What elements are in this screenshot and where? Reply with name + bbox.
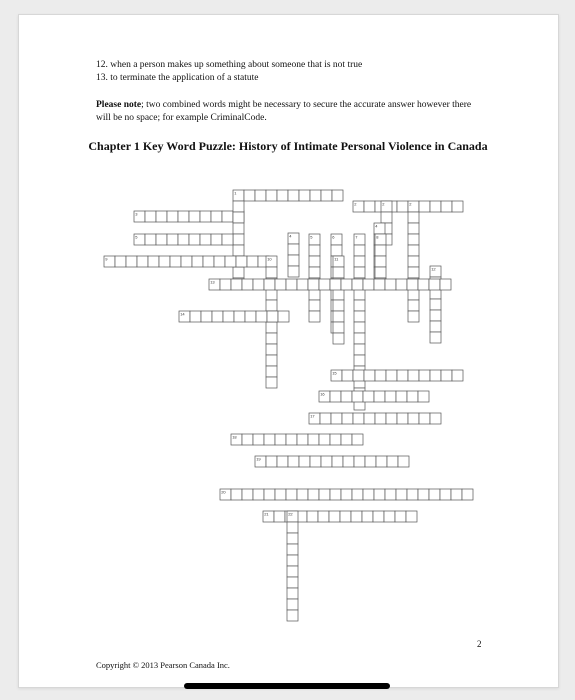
grid-cell	[278, 311, 289, 322]
grid-cell	[397, 413, 408, 424]
clue-12: 12. when a person makes up something about someone that is not true	[96, 60, 363, 70]
grid-cell	[245, 311, 256, 322]
grid-cell	[330, 391, 341, 402]
grid-cell	[384, 511, 395, 522]
grid-cell	[200, 211, 211, 222]
grid-cell	[309, 245, 320, 256]
grid-cell	[408, 289, 419, 300]
grid-cell	[288, 255, 299, 266]
grid-cell	[396, 391, 407, 402]
grid-cell	[418, 489, 429, 500]
grid-cell	[266, 300, 277, 311]
grid-cell	[441, 201, 452, 212]
grid-cell	[126, 256, 137, 267]
grid-cell	[167, 234, 178, 245]
grid-cell	[375, 370, 386, 381]
grid-cell	[374, 279, 385, 290]
clue-13: 13. to terminate the application of a statute	[96, 73, 259, 83]
clue-number-label: 4	[289, 233, 292, 239]
grid-cell	[408, 311, 419, 322]
grid-cell	[297, 434, 308, 445]
grid-cell	[441, 370, 452, 381]
grid-cell	[247, 256, 258, 267]
clue-number-label: 12	[431, 266, 436, 272]
grid-cell	[264, 279, 275, 290]
grid-cell	[201, 311, 212, 322]
clue-number-label: 20	[221, 489, 226, 495]
grid-cell	[264, 489, 275, 500]
grid-cell	[429, 279, 440, 290]
grid-cell	[363, 279, 374, 290]
grid-cell	[288, 244, 299, 255]
grid-cell	[287, 610, 298, 621]
grid-cell	[156, 234, 167, 245]
page-number: 2	[477, 639, 482, 649]
grid-cell	[354, 344, 365, 355]
grid-cell	[387, 456, 398, 467]
grid-cell	[343, 456, 354, 467]
clue-number-label: 2	[382, 201, 385, 207]
grid-cell	[192, 256, 203, 267]
grid-cell	[352, 434, 363, 445]
grid-cell	[274, 511, 285, 522]
grid-cell	[408, 245, 419, 256]
grid-cell	[352, 489, 363, 500]
grid-cell	[297, 489, 308, 500]
grid-cell	[373, 511, 384, 522]
clue-number-label: 4	[375, 223, 378, 229]
clue-number-label: 13	[210, 279, 215, 285]
grid-cell	[233, 267, 244, 278]
grid-cell	[277, 456, 288, 467]
grid-cell	[242, 434, 253, 445]
grid-cell	[418, 279, 429, 290]
clue-number-label: 15	[332, 370, 337, 376]
grid-cell	[375, 267, 386, 278]
grid-cell	[374, 489, 385, 500]
grid-cell	[333, 333, 344, 344]
grid-cell	[430, 370, 441, 381]
grid-cell	[310, 190, 321, 201]
grid-cell	[222, 211, 233, 222]
grid-cell	[203, 256, 214, 267]
grid-cell	[430, 413, 441, 424]
document-page	[18, 14, 559, 688]
grid-cell	[319, 434, 330, 445]
grid-cell	[159, 256, 170, 267]
grid-cell	[407, 279, 418, 290]
grid-cell	[375, 413, 386, 424]
grid-cell	[452, 370, 463, 381]
grid-cell	[309, 300, 320, 311]
grid-cell	[321, 456, 332, 467]
grid-cell	[266, 456, 277, 467]
grid-cell	[440, 489, 451, 500]
grid-cell	[308, 279, 319, 290]
grid-cell	[386, 413, 397, 424]
grid-cell	[333, 267, 344, 278]
clue-number-label: 5	[135, 234, 138, 240]
grid-cell	[287, 522, 298, 533]
grid-cell	[170, 256, 181, 267]
grid-cell	[310, 456, 321, 467]
grid-cell	[214, 256, 225, 267]
grid-cell	[318, 511, 329, 522]
grid-cell	[364, 413, 375, 424]
grid-cell	[407, 391, 418, 402]
grid-cell	[115, 256, 126, 267]
clue-number-label: 9	[105, 256, 108, 262]
grid-cell	[266, 333, 277, 344]
grid-cell	[351, 511, 362, 522]
grid-cell	[277, 190, 288, 201]
grid-cell	[340, 511, 351, 522]
grid-cell	[330, 279, 341, 290]
grid-cell	[354, 333, 365, 344]
grid-cell	[212, 311, 223, 322]
grid-cell	[352, 279, 363, 290]
clue-number-label: 10	[267, 256, 272, 262]
grid-cell	[309, 267, 320, 278]
grid-cell	[385, 391, 396, 402]
grid-cell	[385, 489, 396, 500]
grid-cell	[308, 489, 319, 500]
grid-cell	[329, 511, 340, 522]
grid-cell	[233, 245, 244, 256]
grid-cell	[178, 234, 189, 245]
grid-cell	[288, 456, 299, 467]
grid-cell	[419, 201, 430, 212]
grid-cell	[354, 311, 365, 322]
grid-cell	[365, 456, 376, 467]
grid-cell	[342, 370, 353, 381]
grid-cell	[354, 300, 365, 311]
grid-cell	[419, 413, 430, 424]
clue-number-label: 19	[256, 456, 261, 462]
grid-cell	[266, 322, 277, 333]
grid-cell	[178, 211, 189, 222]
clue-number-label: 18	[232, 434, 237, 440]
grid-cell	[406, 511, 417, 522]
grid-cell	[408, 370, 419, 381]
grid-cell	[266, 289, 277, 300]
grid-cell	[220, 279, 231, 290]
grid-cell	[440, 279, 451, 290]
grid-cell	[288, 266, 299, 277]
grid-cell	[451, 489, 462, 500]
clue-number-label: 8	[376, 234, 379, 240]
grid-cell	[148, 256, 159, 267]
grid-cell	[354, 322, 365, 333]
grid-cell	[332, 190, 343, 201]
grid-cell	[364, 201, 375, 212]
grid-cell	[190, 311, 201, 322]
grid-cell	[408, 300, 419, 311]
copyright: Copyright © 2013 Pearson Canada Inc.	[96, 660, 230, 670]
grid-cell	[297, 279, 308, 290]
grid-cell	[321, 190, 332, 201]
grid-cell	[430, 332, 441, 343]
grid-cell	[288, 190, 299, 201]
grid-cell	[353, 370, 364, 381]
grid-cell	[233, 201, 244, 212]
grid-cell	[408, 267, 419, 278]
grid-cell	[354, 289, 365, 300]
clue-number-label: 22	[288, 511, 293, 517]
grid-cell	[381, 212, 392, 223]
grid-cell	[156, 211, 167, 222]
clue-number-label: 6	[332, 234, 335, 240]
grid-cell	[396, 279, 407, 290]
clue-number-label: 5	[310, 234, 313, 240]
grid-cell	[331, 245, 342, 256]
grid-cell	[211, 234, 222, 245]
grid-cell	[354, 245, 365, 256]
grid-cell	[231, 489, 242, 500]
grid-cell	[330, 434, 341, 445]
grid-cell	[363, 391, 374, 402]
grid-cell	[319, 489, 330, 500]
grid-cell	[287, 599, 298, 610]
grid-cell	[287, 555, 298, 566]
grid-cell	[320, 413, 331, 424]
grid-cell	[331, 413, 342, 424]
grid-cell	[319, 279, 330, 290]
clue-number-label: 7	[355, 234, 358, 240]
note-label: Please note	[96, 100, 142, 110]
grid-cell	[462, 489, 473, 500]
grid-cell	[419, 370, 430, 381]
grid-cell	[375, 245, 386, 256]
grid-cell	[333, 289, 344, 300]
grid-cell	[264, 434, 275, 445]
grid-cell	[430, 299, 441, 310]
grid-cell	[255, 190, 266, 201]
grid-cell	[287, 588, 298, 599]
grid-cell	[363, 489, 374, 500]
grid-cell	[333, 300, 344, 311]
grid-cell	[309, 289, 320, 300]
grid-cell	[354, 456, 365, 467]
grid-cell	[362, 511, 373, 522]
grid-cell	[286, 489, 297, 500]
grid-cell	[287, 544, 298, 555]
grid-cell	[396, 489, 407, 500]
grid-cell	[364, 370, 375, 381]
grid-cell	[385, 279, 396, 290]
puzzle-title: Chapter 1 Key Word Puzzle: History of Intimate Personal Violence in Canada	[88, 139, 488, 153]
grid-cell	[233, 234, 244, 245]
grid-cell	[408, 223, 419, 234]
grid-cell	[354, 267, 365, 278]
grid-cell	[353, 413, 364, 424]
grid-cell	[233, 223, 244, 234]
grid-cell	[253, 489, 264, 500]
grid-cell	[407, 489, 418, 500]
grid-cell	[333, 311, 344, 322]
grid-cell	[253, 279, 264, 290]
grid-cell	[266, 190, 277, 201]
grid-cell	[342, 413, 353, 424]
grid-cell	[225, 256, 236, 267]
grid-cell	[430, 321, 441, 332]
grid-cell	[309, 311, 320, 322]
grid-cell	[397, 201, 408, 212]
grid-cell	[299, 456, 310, 467]
grid-cell	[395, 511, 406, 522]
grid-cell	[429, 489, 440, 500]
grid-cell	[430, 310, 441, 321]
grid-cell	[231, 279, 242, 290]
clue-number-label: 1	[234, 190, 237, 196]
grid-cell	[256, 311, 267, 322]
grid-cell	[267, 311, 278, 322]
grid-cell	[341, 489, 352, 500]
grid-cell	[266, 267, 277, 278]
crossword-grid	[19, 15, 558, 687]
grid-cell	[408, 212, 419, 223]
grid-cell	[189, 211, 200, 222]
grid-cell	[341, 434, 352, 445]
grid-cell	[286, 279, 297, 290]
grid-cell	[137, 256, 148, 267]
grid-cell	[397, 370, 408, 381]
grid-cell	[309, 256, 320, 267]
grid-cell	[408, 413, 419, 424]
home-indicator	[184, 683, 390, 689]
grid-cell	[375, 256, 386, 267]
grid-cell	[430, 201, 441, 212]
grid-cell	[236, 256, 247, 267]
grid-cell	[244, 190, 255, 201]
grid-cell	[376, 456, 387, 467]
grid-cell	[332, 456, 343, 467]
grid-cell	[223, 311, 234, 322]
grid-cell	[234, 311, 245, 322]
grid-cell	[242, 489, 253, 500]
grid-cell	[287, 533, 298, 544]
grid-cell	[266, 355, 277, 366]
grid-cell	[266, 377, 277, 388]
clue-number-label: 21	[264, 511, 269, 517]
grid-cell	[386, 370, 397, 381]
grid-cell	[275, 434, 286, 445]
grid-cell	[287, 566, 298, 577]
grid-cell	[275, 279, 286, 290]
grid-cell	[341, 391, 352, 402]
grid-cell	[352, 391, 363, 402]
grid-cell	[333, 322, 344, 333]
grid-cell	[408, 234, 419, 245]
grid-cell	[145, 234, 156, 245]
grid-cell	[211, 211, 222, 222]
grid-cell	[200, 234, 211, 245]
clue-number-label: 3	[135, 211, 138, 217]
grid-cell	[299, 190, 310, 201]
clue-number-label: 2	[409, 201, 412, 207]
clue-number-label: 11	[334, 256, 339, 262]
grid-cell	[181, 256, 192, 267]
grid-cell	[341, 279, 352, 290]
clue-number-label: 16	[320, 391, 325, 397]
clue-number-label: 2	[354, 201, 357, 207]
grid-cell	[418, 391, 429, 402]
grid-cell	[253, 434, 264, 445]
clue-number-label: 17	[310, 413, 315, 419]
grid-cell	[242, 279, 253, 290]
clue-number-label: 14	[180, 311, 185, 317]
grid-cell	[189, 234, 200, 245]
grid-cell	[222, 234, 233, 245]
grid-cell	[275, 489, 286, 500]
grid-cell	[330, 489, 341, 500]
grid-cell	[354, 256, 365, 267]
grid-cell	[145, 211, 156, 222]
grid-cell	[266, 366, 277, 377]
grid-cell	[233, 212, 244, 223]
grid-cell	[287, 577, 298, 588]
grid-cell	[408, 256, 419, 267]
grid-cell	[398, 456, 409, 467]
grid-cell	[307, 511, 318, 522]
grid-cell	[266, 344, 277, 355]
grid-cell	[286, 434, 297, 445]
grid-cell	[308, 434, 319, 445]
note-text: ; two combined words might be necessary to secure the accurate answer however there will be no space; for example CriminalCode.	[96, 100, 472, 123]
grid-cell	[452, 201, 463, 212]
grid-cell	[167, 211, 178, 222]
grid-cell	[374, 391, 385, 402]
grid-cell	[354, 355, 365, 366]
